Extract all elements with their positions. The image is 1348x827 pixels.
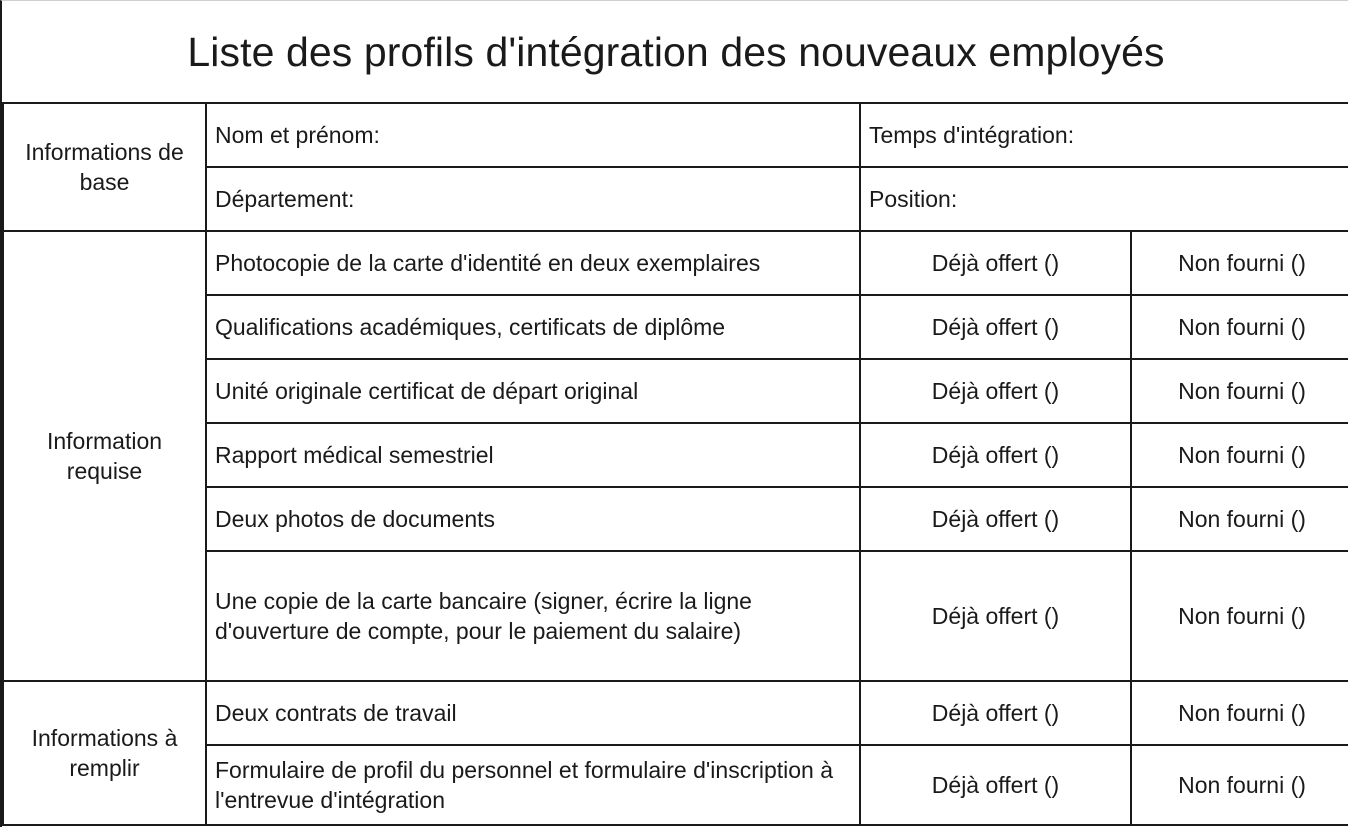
status-not-provided[interactable]: Non fourni (): [1131, 295, 1348, 359]
required-item-label: Photocopie de la carte d'identité en deux exemplaires: [206, 231, 860, 295]
section-basic-info: Informations de base: [3, 103, 206, 231]
status-not-provided[interactable]: Non fourni (): [1131, 359, 1348, 423]
status-offered[interactable]: Déjà offert (): [860, 681, 1131, 745]
name-field-label: Nom et prénom:: [206, 103, 860, 167]
document-title: Liste des profils d'intégration des nouveaux employés: [187, 28, 1165, 75]
status-offered[interactable]: Déjà offert (): [860, 231, 1131, 295]
required-item-label: Deux photos de documents: [206, 487, 860, 551]
basic-row-1: [3, 103, 1348, 167]
onboarding-table: [2, 102, 1348, 826]
department-field-label: Département:: [206, 167, 860, 231]
status-offered[interactable]: Déjà offert (): [860, 745, 1131, 825]
table-row: [3, 231, 1348, 295]
status-not-provided[interactable]: Non fourni (): [1131, 231, 1348, 295]
required-item-label: Une copie de la carte bancaire (signer, écrire la ligne d'ouverture de compte, pour le paiement du salaire): [206, 551, 860, 681]
table-row: [3, 681, 1348, 745]
required-item-label: Unité originale certificat de départ original: [206, 359, 860, 423]
required-item-label: Rapport médical semestriel: [206, 423, 860, 487]
status-not-provided[interactable]: Non fourni (): [1131, 745, 1348, 825]
status-offered[interactable]: Déjà offert (): [860, 551, 1131, 681]
position-field-label: Position:: [860, 167, 1348, 231]
status-not-provided[interactable]: Non fourni (): [1131, 423, 1348, 487]
status-not-provided[interactable]: Non fourni (): [1131, 487, 1348, 551]
required-item-label: Qualifications académiques, certificats de diplôme: [206, 295, 860, 359]
integration-time-field-label: Temps d'intégration:: [860, 103, 1348, 167]
status-offered[interactable]: Déjà offert (): [860, 423, 1131, 487]
status-not-provided[interactable]: Non fourni (): [1131, 681, 1348, 745]
status-offered[interactable]: Déjà offert (): [860, 487, 1131, 551]
section-fill-info: Informations à remplir: [3, 681, 206, 825]
status-not-provided[interactable]: Non fourni (): [1131, 551, 1348, 681]
fill-item-label: Deux contrats de travail: [206, 681, 860, 745]
fill-item-label: Formulaire de profil du personnel et formulaire d'inscription à l'entrevue d'intégration: [206, 745, 860, 825]
section-required-info: Information requise: [3, 231, 206, 681]
status-offered[interactable]: Déjà offert (): [860, 295, 1131, 359]
status-offered[interactable]: Déjà offert (): [860, 359, 1131, 423]
